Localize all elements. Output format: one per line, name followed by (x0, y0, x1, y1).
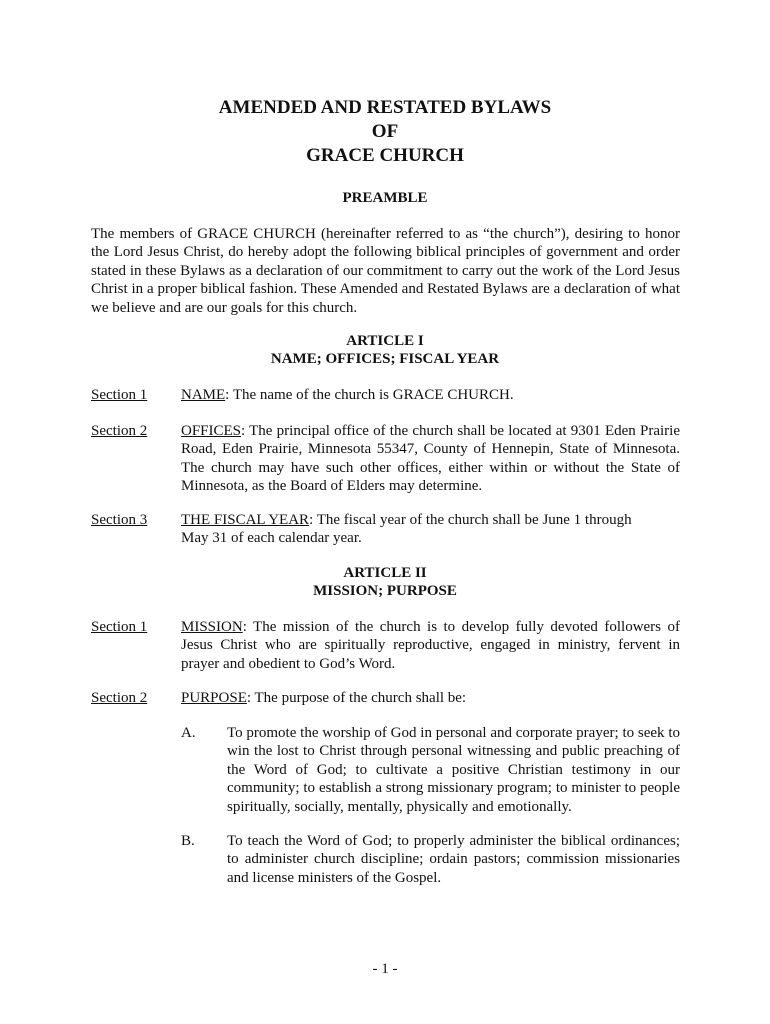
article-1-section-3-body (181, 511, 680, 548)
section-heading: THE FISCAL YEAR (181, 512, 310, 528)
section-heading: PURPOSE (181, 690, 247, 706)
purpose-item-b-text: To teach the Word of God; to properly administer the biblical ordinances; to administer church discipline; ordain pastors; commission missionaries and license ministers of the Gospel. (227, 833, 680, 886)
article-1-section-2-body (181, 422, 680, 496)
preamble-heading: PREAMBLE (342, 190, 428, 206)
section-heading: NAME (181, 387, 226, 403)
section-text: : The fiscal year of the church shall be June 1 through (309, 512, 632, 528)
article-1-section-2-label: Section 2 (91, 423, 148, 439)
section-line-1 (181, 511, 680, 529)
section-text: : The name of the church is GRACE CHURCH. (225, 387, 514, 403)
section-text: : The mission of the church is to develop fully devoted followers of Jesus Christ who are spiritually reproductive, engaged in ministry, fervent in prayer and obedient to God’s Word. (181, 619, 680, 672)
article-1-number: ARTICLE I (346, 333, 424, 349)
preamble-text: The members of GRACE CHURCH (hereinafter referred to as “the church”), desiring to honor the Lord Jesus Christ, do hereby adopt the following biblical principles of government and order stated in these Bylaws as a declaration of our commitment to carry out the work of the Lord Jesus Christ in a proper biblical fashion. These Amended and Restated Bylaws are a declaration of what we believe and are our goals for this church. (91, 226, 680, 316)
page-number: - 1 - (372, 961, 398, 977)
article-2-number: ARTICLE II (343, 565, 427, 581)
section-heading: MISSION (181, 619, 243, 635)
article-2-section-2-label: Section 2 (91, 690, 148, 706)
article-1-section-1-label: Section 1 (91, 387, 148, 403)
section-line-2: May 31 of each calendar year. (181, 530, 362, 547)
document-title (0, 96, 770, 168)
article-1-title: NAME; OFFICES; FISCAL YEAR (270, 351, 500, 368)
title-line-1: AMENDED AND RESTATED BYLAWS (218, 97, 552, 118)
section-text: : The principal office of the church shall be located at 9301 Eden Prairie Road, Eden Prairie, Minnesota 55347, County of Hennepin, State of Minnesota. The church may have such other offices, either within or without the State of Minnesota, as the Board of Elders may determine. (181, 423, 680, 495)
article-2-section-2-body (181, 689, 680, 707)
purpose-item-a-text: To promote the worship of God in personal and corporate prayer; to seek to win the lost to Christ through personal witnessing and public preaching of the Word of God; to cultivate a positive Christian testimony in our community; to establish a strong missionary program; to minister to people spiritually, socially, mentally, physically and emotionally. (227, 725, 680, 815)
purpose-item-a-label: A. (181, 725, 196, 741)
title-line-2: OF (371, 121, 399, 142)
section-heading: OFFICES (181, 423, 242, 439)
article-2-title: MISSION; PURPOSE (313, 583, 457, 600)
title-line-3: GRACE CHURCH (306, 145, 464, 166)
article-1-heading (0, 332, 770, 369)
purpose-item-b-label: B. (181, 833, 195, 849)
article-2-section-1-label: Section 1 (91, 619, 148, 635)
article-2-section-1-body (181, 618, 680, 673)
section-text: : The purpose of the church shall be: (246, 690, 467, 706)
article-1-section-3-label: Section 3 (91, 512, 148, 528)
article-2-heading (0, 564, 770, 601)
article-1-section-1-body (181, 386, 680, 404)
